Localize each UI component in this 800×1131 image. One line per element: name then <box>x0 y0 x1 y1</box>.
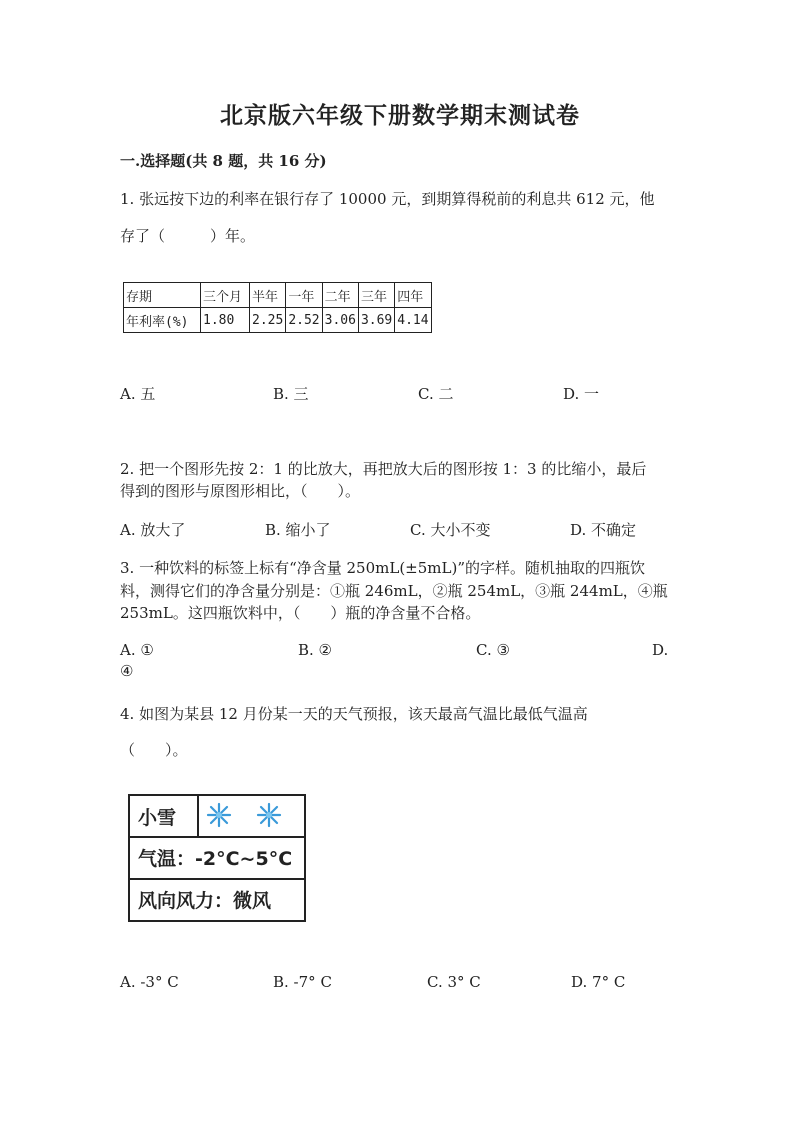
q3-option-d-value: ④ <box>120 662 134 680</box>
question-1-line-1: 1. 张远按下边的利率在银行存了 10000 元，到期算得税前的利息共 612 元，他 <box>120 190 655 208</box>
q3-option-b[interactable]: B. ② <box>298 641 333 659</box>
question-3-line-1: 3. 一种饮料的标签上标有“净含量 250mL(±5mL)”的字样。随机抽取的四瓶饮 <box>120 559 646 577</box>
weather-wind-row <box>130 878 304 920</box>
snowflake-icon <box>206 802 232 828</box>
divider <box>197 796 199 836</box>
table-cell: 三年 <box>358 283 394 308</box>
q3-option-a[interactable]: A. ① <box>120 641 154 659</box>
table-cell: 三个月 <box>201 283 250 308</box>
weather-condition: 小雪 <box>138 807 177 829</box>
table-cell: 2.25 <box>250 308 286 333</box>
q3-option-d[interactable]: D. <box>652 641 669 659</box>
table-row <box>124 308 432 333</box>
q1-option-a[interactable]: A. 五 <box>120 385 156 403</box>
q2-option-c[interactable]: C. 大小不变 <box>410 521 491 539</box>
q4-option-c[interactable]: C. 3° C <box>427 973 481 991</box>
interest-rate-table <box>123 282 432 333</box>
q2-option-b[interactable]: B. 缩小了 <box>265 521 331 539</box>
question-3-line-3: 253mL。这四瓶饮料中，（ ）瓶的净含量不合格。 <box>120 604 481 622</box>
table-cell: 二年 <box>322 283 358 308</box>
question-4-line-2: （ ）。 <box>120 741 188 759</box>
table-cell: 半年 <box>250 283 286 308</box>
q2-option-a[interactable]: A. 放大了 <box>120 521 186 539</box>
table-cell: 存期 <box>124 283 201 308</box>
section-heading: 一.选择题(共 8 题，共 16 分) <box>120 152 327 170</box>
table-cell: 3.06 <box>322 308 358 333</box>
q2-option-d[interactable]: D. 不确定 <box>570 521 637 539</box>
question-3-line-2: 料，测得它们的净含量分别是：①瓶 246mL，②瓶 254mL，③瓶 244mL，④瓶 <box>120 582 668 600</box>
question-2-line-1: 2. 把一个图形先按 2：1 的比放大，再把放大后的图形按 1：3 的比缩小，最后 <box>120 460 647 478</box>
q1-option-d[interactable]: D. 一 <box>563 385 600 403</box>
question-2-line-2: 得到的图形与原图形相比，（ ）。 <box>120 482 361 500</box>
page-title: 北京版六年级下册数学期末测试卷 <box>220 102 580 129</box>
table-cell: 4.14 <box>395 308 431 333</box>
q4-option-a[interactable]: A. -3° C <box>120 973 179 991</box>
snowflake-icon <box>256 802 282 828</box>
table-cell: 1.80 <box>201 308 250 333</box>
q1-option-b[interactable]: B. 三 <box>273 385 309 403</box>
q4-option-d[interactable]: D. 7° C <box>571 973 626 991</box>
table-row <box>124 283 432 308</box>
q3-option-c[interactable]: C. ③ <box>476 641 510 659</box>
weather-forecast-card <box>128 794 306 922</box>
weather-temperature: 气温：-2°C~5°C <box>138 848 293 870</box>
question-4-line-1: 4. 如图为某县 12 月份某一天的天气预报，该天最高气温比最低气温高 <box>120 705 588 723</box>
q4-option-b[interactable]: B. -7° C <box>273 973 332 991</box>
table-cell: 2.52 <box>286 308 322 333</box>
question-1-line-2: 存了（ ）年。 <box>120 227 256 245</box>
table-cell: 3.69 <box>358 308 394 333</box>
table-cell: 四年 <box>395 283 431 308</box>
q1-option-c[interactable]: C. 二 <box>418 385 454 403</box>
weather-temperature-row <box>130 836 304 880</box>
table-cell: 一年 <box>286 283 322 308</box>
weather-condition-row <box>130 796 304 838</box>
table-cell: 年利率(%) <box>124 308 201 333</box>
weather-wind: 风向风力：微风 <box>138 890 272 912</box>
